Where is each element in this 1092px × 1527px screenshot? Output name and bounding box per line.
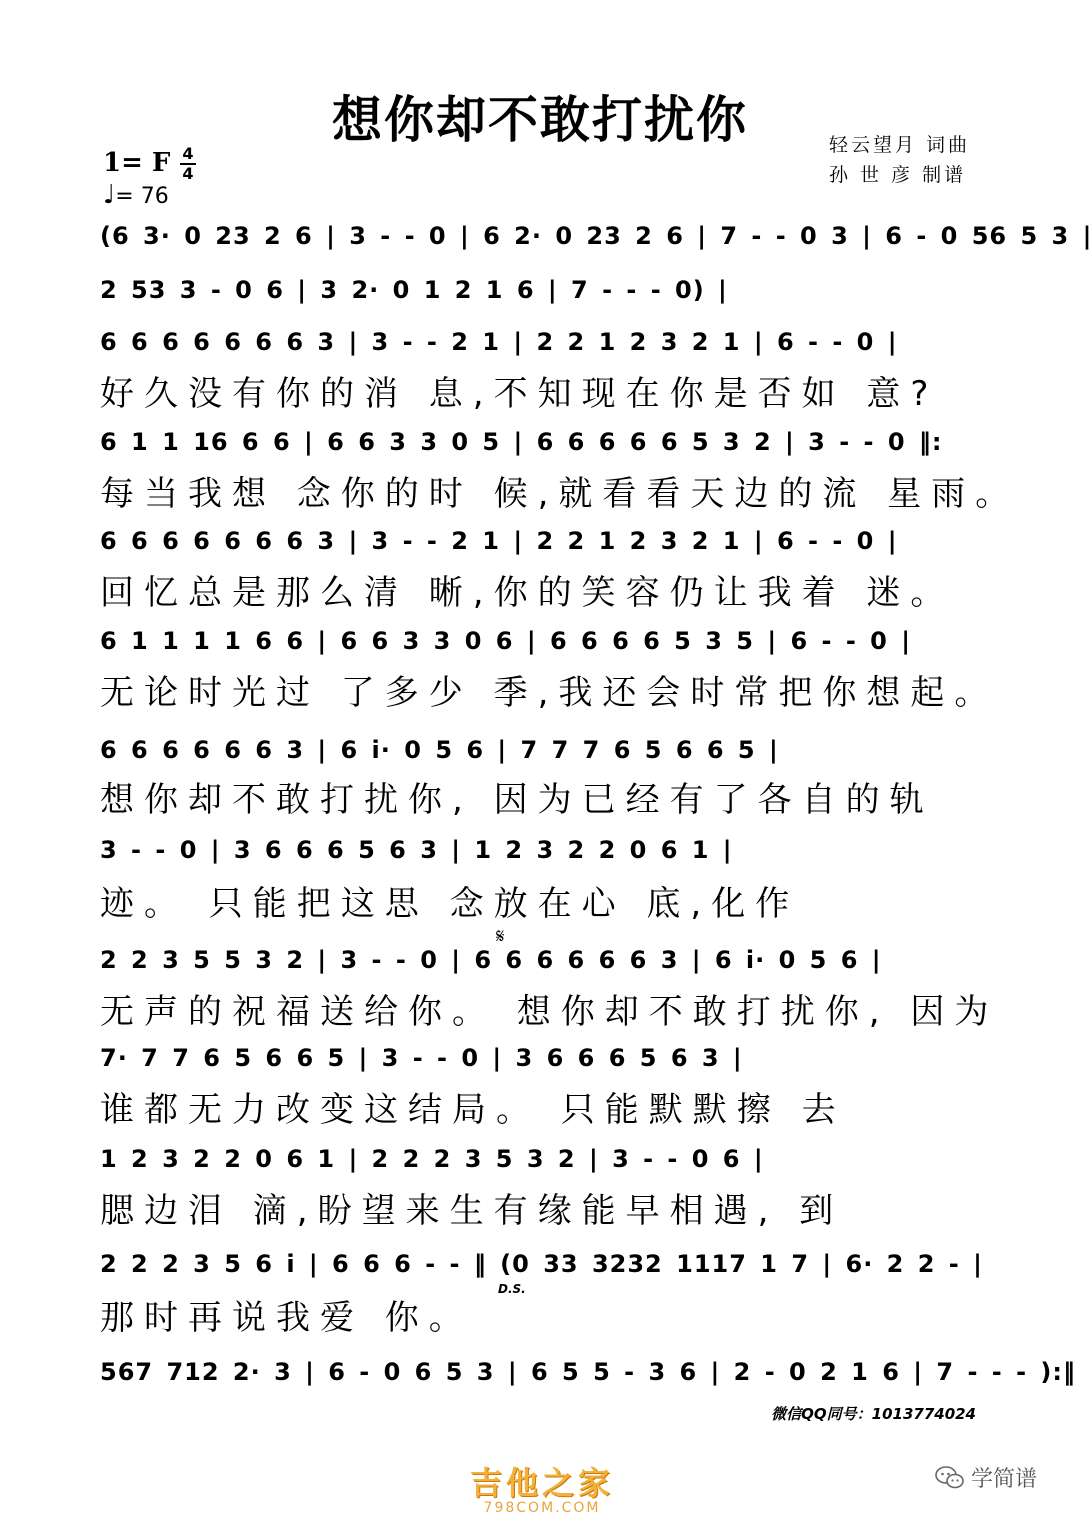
notation: 6 1 1 16 6 6 | 6 6 3 3 0 5 | 6 6 6 6 6 5 3 2 | 3 - - 0 ‖: bbox=[100, 428, 943, 456]
notation: (6 3· 0 23 2 6 | 3 - - 0 | 6 2· 0 23 2 6 | 7 - - 0 3 | 6 - 0 56 5 3 | bbox=[100, 222, 1092, 250]
wechat-label: 学简谱 bbox=[971, 1467, 1038, 1492]
lyrics: 好久没有你的消 息,不知现在你是否如 意? bbox=[100, 374, 939, 414]
contact-info: 微信QQ同号：1013774024 bbox=[771, 1405, 976, 1423]
notation: 7· 7 7 6 5 6 6 5 | 3 - - 0 | 3 6 6 6 5 6 3 | bbox=[100, 1044, 743, 1072]
notation: 6 6 6 6 6 6 6 3 | 3 - - 2 1 | 2 2 1 2 3 2 1 | 6 - - 0 | bbox=[100, 527, 898, 555]
site-logo bbox=[470, 1458, 614, 1516]
time-signature-top: 4 bbox=[182, 144, 194, 163]
lyrics: 每当我想 念你的时 候,就看看天边的流 星雨。 bbox=[100, 474, 1020, 514]
site-url: 798COM.COM bbox=[483, 1500, 601, 1516]
tempo-marking bbox=[103, 180, 169, 210]
lyrics: 腮边泪 滴,盼望来生有缘能早相遇, 到 bbox=[100, 1191, 844, 1231]
ds-mark: D.S. bbox=[498, 1282, 526, 1296]
notation: 3 - - 0 | 3 6 6 6 5 6 3 | 1 2 3 2 2 0 6 1 | bbox=[100, 836, 733, 864]
site-name: 吉他之家 bbox=[470, 1464, 615, 1502]
lyricist: 轻云望月 词曲 bbox=[828, 134, 970, 156]
wechat-icon bbox=[935, 1465, 965, 1491]
notation: 2 53 3 - 0 6 | 3 2· 0 1 2 1 6 | 7 - - - 0) | bbox=[100, 276, 728, 304]
notation: 6 1 1 1 1 6 6 | 6 6 3 3 0 6 | 6 6 6 6 5 3 5 | 6 - - 0 | bbox=[100, 627, 911, 655]
notation: 1 2 3 2 2 0 6 1 | 2 2 2 3 5 3 2 | 3 - - 0 6 | bbox=[100, 1145, 764, 1173]
key-signature: 1= F bbox=[103, 148, 171, 178]
time-signature-bottom: 4 bbox=[182, 164, 194, 183]
lyrics: 无声的祝福送给你。 想你却不敢打扰你, 因为 bbox=[100, 992, 999, 1032]
notation: 6 6 6 6 6 6 6 3 | 3 - - 2 1 | 2 2 1 2 3 2 1 | 6 - - 0 | bbox=[100, 328, 898, 356]
arranger: 孙 世 彦 制谱 bbox=[828, 164, 967, 186]
lyrics: 想你却不敢打扰你, 因为已经有了各自的轨 bbox=[100, 780, 934, 820]
notation: 2 2 3 5 5 3 2 | 3 - - 0 | 6 6 6 6 6 6 3 | 6 i· 0 5 6 | bbox=[100, 946, 882, 974]
credits bbox=[829, 130, 970, 190]
lyrics: 迹。 只能把这思 念放在心 底,化作 bbox=[100, 884, 800, 924]
notation: 6 6 6 6 6 6 3 | 6 i· 0 5 6 | 7 7 7 6 5 6 6 5 | bbox=[100, 736, 779, 764]
lyrics: 无论时光过 了多少 季,我还会时常把你想起。 bbox=[100, 673, 999, 713]
segno-icon: 𝄋 bbox=[496, 924, 505, 948]
notation: 2 2 2 3 5 6 i | 6 6 6 - - ‖ (0 33 3232 1117 1 7 | 6· 2 2 - | bbox=[100, 1250, 983, 1278]
time-signature bbox=[178, 146, 198, 182]
page-title: 想你却不敢打扰你 bbox=[332, 90, 748, 149]
lyrics: 回忆总是那么清 晰,你的笑容仍让我着 迷。 bbox=[100, 573, 955, 613]
tempo-value: = 76 bbox=[115, 184, 169, 209]
wechat-badge bbox=[935, 1462, 1037, 1493]
lyrics: 那时再说我爱 你。 bbox=[100, 1298, 473, 1338]
quarter-note-icon: ♩ bbox=[103, 180, 116, 210]
lyrics: 谁都无力改变这结局。 只能默默擦 去 bbox=[100, 1090, 846, 1130]
notation: 567 712 2· 3 | 6 - 0 6 5 3 | 6 5 5 - 3 6 | 2 - 0 2 1 6 | 7 - - - ):‖ bbox=[100, 1358, 1076, 1386]
